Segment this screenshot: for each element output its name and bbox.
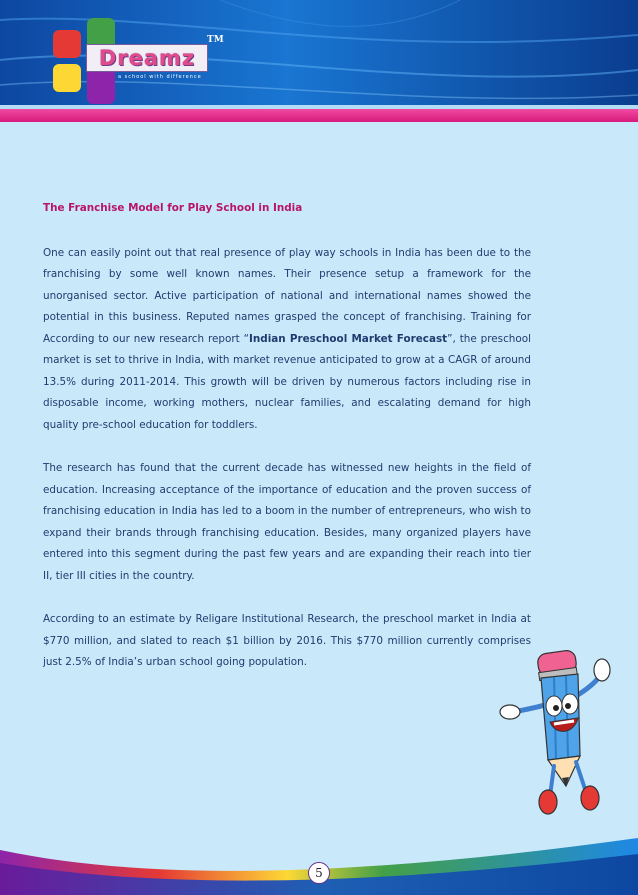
logo-tile-red xyxy=(53,30,81,58)
paragraph-2: The research has found that the current decade has witnessed new heights in the field of education. Increasing acceptance of the importance of education and the proven success of franchising education in India has led to a boom in the number of entrepreneurs, who wish to expand their brands through franchising education. Besides, many organized players have entered into this segment during the past few years and are expanding their reach into tier II, tier III cities in the country. xyxy=(43,462,531,582)
paragraph-1-text-a: One can easily point out that real presence of play way schools in India has been due to the franchising by some well known names. Their presence setup a framework for the unorganised sector. Active participation of national and international names showed the potential in this business. Reputed names grasped the concept of franchising. Training for According to our new research report “ xyxy=(43,246,531,345)
page-header xyxy=(0,0,638,122)
article xyxy=(43,198,531,696)
brand-tagline: a school with difference xyxy=(118,74,202,80)
trademark: TM xyxy=(207,35,224,45)
report-name: Indian Preschool Market Forecast xyxy=(249,332,448,345)
pencil-mascot-icon xyxy=(496,646,616,831)
page-number: 5 xyxy=(308,862,330,884)
brand-box xyxy=(86,44,208,72)
logo-tile-yellow xyxy=(53,64,81,92)
paragraph-1 xyxy=(43,243,531,437)
brand-name: Dreamz xyxy=(98,45,196,70)
paragraph-3: According to an estimate by Religare Institutional Research, the preschool market in India at $770 million, and slated to reach $1 billion by 2016. This $770 million currently comprises just 2.5% of India’s urban school going population. xyxy=(43,613,531,668)
article-title: The Franchise Model for Play School in India xyxy=(43,202,303,214)
paragraph-1-text-b: ”, the preschool market is set to thrive in India, with market revenue anticipated to grow at a CAGR of around 13.5% during 2011-2014. This growth will be driven by numerous factors including rise in disposable income, working mothers, nuclear families, and escalating demand for high quality pre-school education for toddlers. xyxy=(43,332,531,431)
